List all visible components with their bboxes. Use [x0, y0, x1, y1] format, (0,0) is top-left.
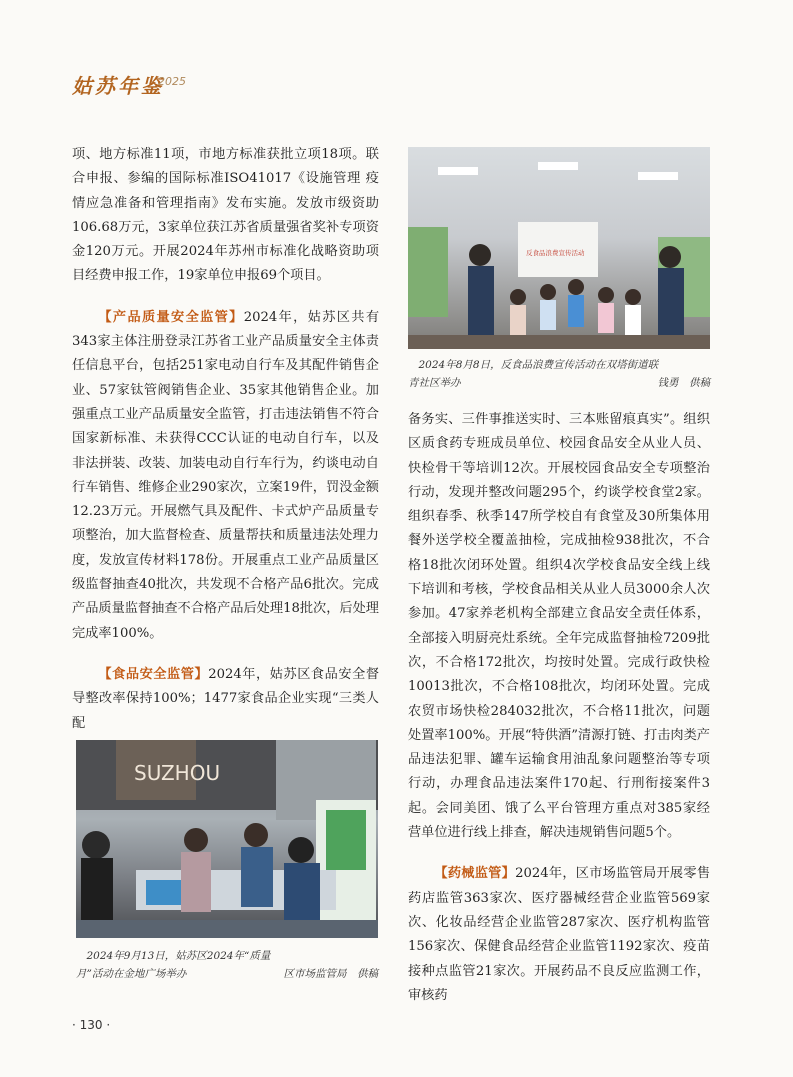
left-column: [72, 143, 379, 736]
yearbook-year: 2025: [158, 75, 186, 88]
food-safety-paragraph: [72, 663, 379, 736]
food-waste-campaign-photo: [408, 147, 710, 349]
yearbook-title: 姑苏年鉴: [72, 74, 164, 98]
food-safety-continuation: 备务实、三件事推送实时、三本账留痕真实”。组织区质食药专班成员单位、校园食品安全从业人员、快检骨干等培训12次。开展校园食品安全专项整治行动，发现并整改问题295个，约谈学校食堂2家。组织春季、秋季147所学校自有食堂及30所集体用餐外送学校全覆盖抽检，完成抽检938批次，不合格18批次闭环处置。组织4次学校食品安全线上线下培训和考核，学校食品相关从业人员3000余人次参加。47家养老机构全部建立食品安全责任体系，全部接入明厨亮灶系统。全年完成监督抽检7209批次，不合格172批次，均按时处置。完成行政快检10013批次，不合格108批次，均闭环处置。完成农贸市场快检284032批次，不合格11批次，问题处置率100%。开展“特供酒”清源打链、打击肉类产品违法犯罪、罐车运输食用油乱象问题整治等专项行动，办理食品违法案件170起、行刑衔接案件3起。会同美团、饿了么平台管理方重点对385家经营单位进行线上排查，解决违规销售问题5个。: [408, 412, 710, 841]
drug-device-heading: 【药械监管】: [434, 866, 516, 882]
sign-text: SUZHOU: [134, 761, 221, 785]
right-caption-credit: 钱勇 供稿: [657, 377, 710, 389]
intro-paragraph: 项、地方标准11项，市地方标准获批立项18项。联合申报、参编的国际标准ISO41017《设施管理 疫情应急准备和管理指南》发布实施。发放市级资助106.68万元，3家单位获江苏省质量强省奖补专项资金120万元。开展2024年苏州市标准化战略资助项目经费申报工作，19家单位申报69个项目。: [72, 147, 379, 284]
right-column: [408, 408, 710, 1008]
quality-month-photo: [76, 740, 378, 938]
screen-text: 反食品浪费宣传活动: [526, 249, 585, 257]
left-caption-credit: 区市场监管局 供稿: [283, 968, 378, 980]
drug-device-text: 2024年，区市场监管局开展零售药店监管363家次、医疗器械经营企业监管569家次、化妆品经营企业监管287家次、医疗机构监管156家次、保健食品经营企业监管1192家次、疫苗接种点监管21家次。开展药品不良反应监测工作，审核药: [408, 866, 711, 1003]
product-quality-paragraph: [72, 306, 379, 646]
product-quality-heading: 【产品质量安全监管】: [98, 309, 244, 325]
left-photo-caption: [76, 947, 378, 983]
left-caption-text: 2024年9月13日，姑苏区2024年“质量月”活动在金地广场举办: [76, 950, 271, 980]
quality-month-scene: [76, 740, 378, 938]
right-photo-caption: [408, 356, 710, 392]
right-caption-text: 2024年8月8日，反食品浪费宣传活动在双塔街道联青社区举办: [408, 359, 659, 389]
drug-device-paragraph: [408, 862, 710, 1008]
food-safety-text: 2024年，姑苏区食品安全督导整改率保持100%；1477家食品企业实现“三类人配: [72, 666, 380, 731]
food-safety-heading: 【食品安全监管】: [98, 666, 209, 682]
food-waste-scene: [408, 147, 710, 349]
page-number: · 130 ·: [72, 1018, 111, 1032]
product-quality-text: 2024年，姑苏区共有343家主体注册登录江苏省工业产品质量安全主体责任信息平台，包括251家电动自行车及其配件销售企业、57家钛管阀销售企业、35家其他销售企业。加强重点工业产品质量安全监管，打击违法销售不符合国家新标准、未获得CCC认证的电动自行车，以及非法拼装、改装、加装电动自行车行为，约谈电动自行车销售、维修企业290家次，立案19件，罚没金额12.23万元。开展燃气具及配件、卡式炉产品质量专项整治，加大监督检查、质量帮扶和质量违法处理力度，发放宣传材料178份。开展重点工业产品质量区级监督抽查40批次，共发现不合格产品6批次。完成产品质量监督抽查不合格产品后处理18批次，后处理完成率100%。: [72, 309, 380, 641]
